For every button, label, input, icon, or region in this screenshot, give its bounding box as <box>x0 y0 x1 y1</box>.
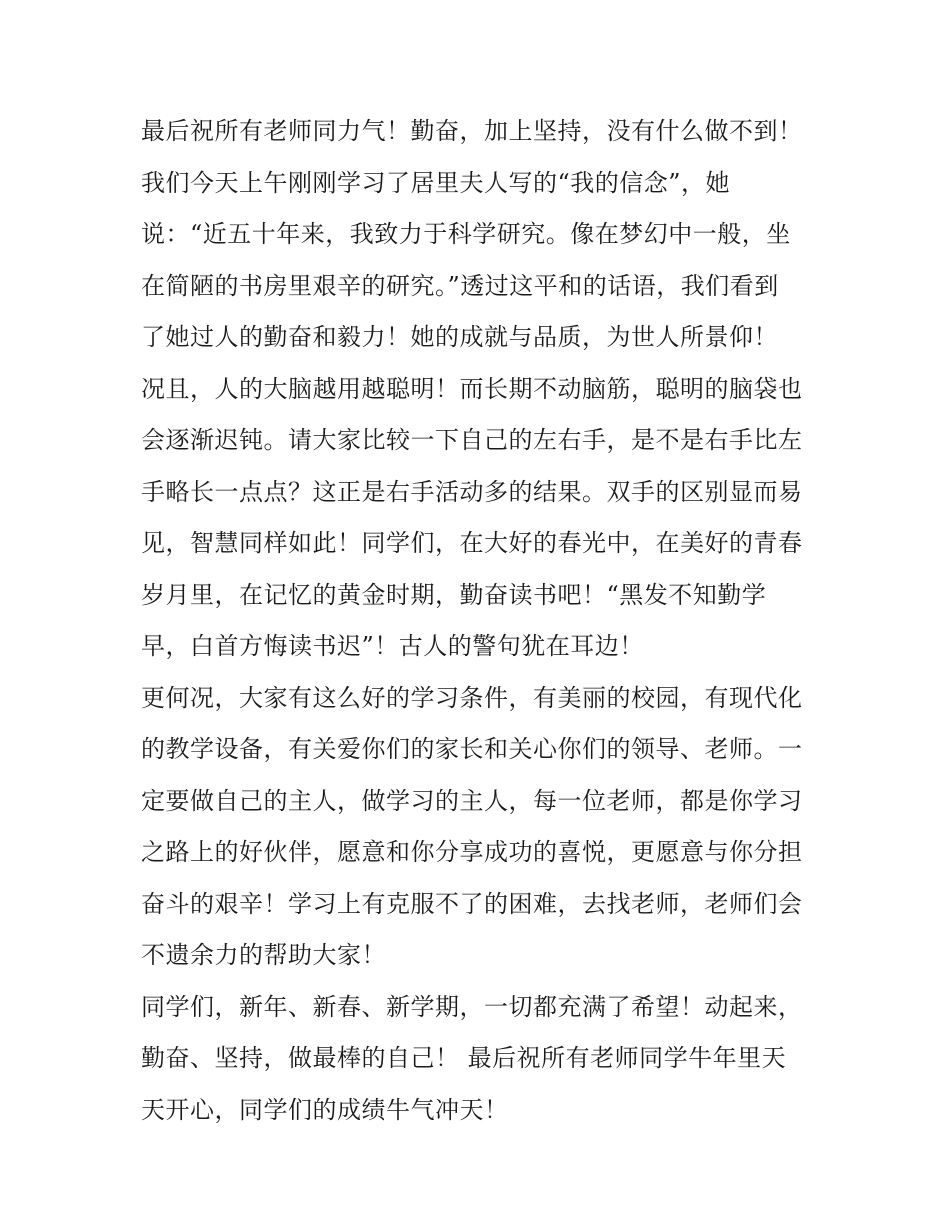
text-line: 会逐渐迟钝。请大家比较一下自己的左右手，是不是右手比左 <box>141 426 803 454</box>
text-line: 见，智慧同样如此！同学们，在大好的春光中，在美好的青春 <box>141 529 803 557</box>
text-line: 了她过人的勤奋和毅力！她的成就与品质，为世人所景仰！ <box>141 323 778 351</box>
text-line: 说：“近五十年来，我致力于科学研究。像在梦幻中一般，坐 <box>141 220 791 248</box>
text-line: 不遗余力的帮助大家！ <box>141 941 386 969</box>
text-line: 之路上的好伙伴，愿意和你分享成功的喜悦，更愿意与你分担 <box>141 838 803 866</box>
text-line: 最后祝所有老师同力气！勤奋，加上坚持，没有什么做不到！ <box>141 117 803 145</box>
body-text <box>141 106 821 1136</box>
text-line: 勤奋、坚持，做最棒的自己！ 最后祝所有老师同学牛年里天 <box>141 1044 787 1072</box>
text-line: 岁月里，在记忆的黄金时期，勤奋读书吧！“黑发不知勤学 <box>141 580 767 609</box>
text-line: 奋斗的艰辛！学习上有克服不了的困难，去找老师，老师们会 <box>141 889 803 918</box>
text-line: 更何况，大家有这么好的学习条件，有美丽的校园，有现代化 <box>141 683 803 712</box>
text-line: 天开心，同学们的成绩牛气冲天！ <box>141 1095 509 1124</box>
text-line: 同学们，新年、新春、新学期，一切都充满了希望！动起来， <box>141 992 803 1021</box>
text-line: 我们今天上午刚刚学习了居里夫人写的“我的信念”，她 <box>141 168 731 197</box>
text-line: 定要做自己的主人，做学习的主人，每一位老师，都是你学习 <box>141 786 803 815</box>
text-line: 手略长一点点？这正是右手活动多的结果。双手的区别显而易 <box>141 477 803 506</box>
text-line: 况且，人的大脑越用越聪明！而长期不动脑筋，聪明的脑袋也 <box>141 374 803 403</box>
text-line: 早，白首方悔读书迟”！古人的警句犹在耳边！ <box>141 632 644 660</box>
text-line: 的教学设备，有关爱你们的家长和关心你们的领导、老师。一 <box>141 735 803 763</box>
text-line: 在简陋的书房里艰辛的研究。”透过这平和的话语，我们看到 <box>141 271 779 300</box>
